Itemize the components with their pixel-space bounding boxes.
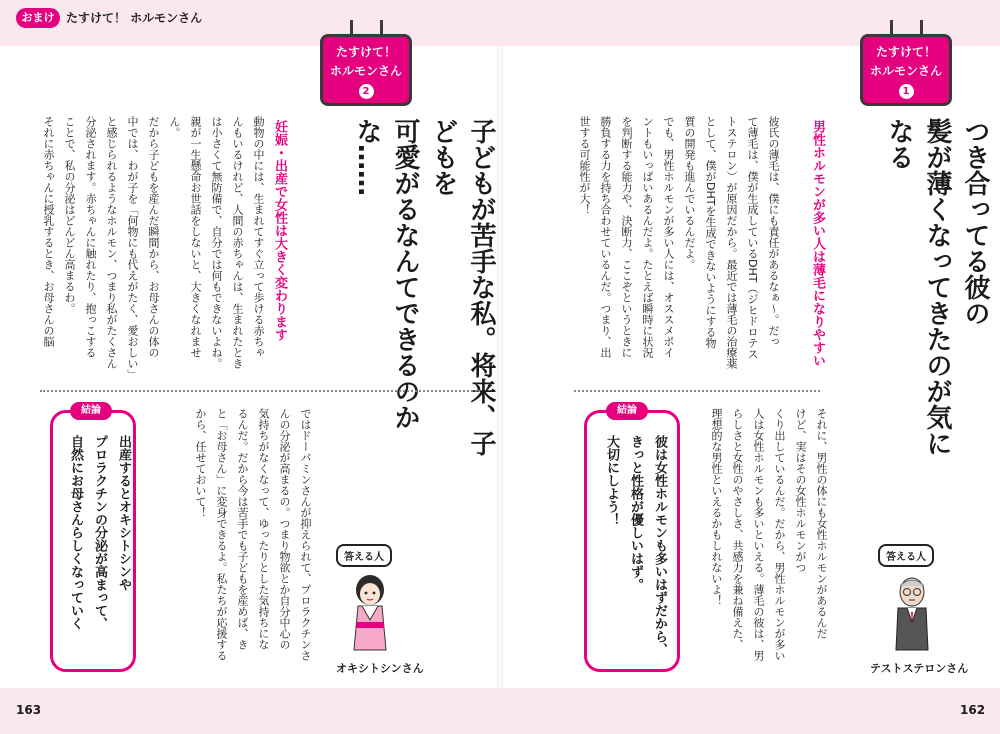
body-line: だから子どもを産んだ瞬間から、お母さんの体の [147,116,160,358]
body-line: 親が一生懸命お世話をしないと、大きくなれません。 [168,116,202,358]
conclusion-text-right [599,435,671,661]
section-heading-right: 男性ホルモンが多い人は薄毛になりやすい [810,120,825,367]
body-line: ではドーパミンさんが抑えられて、プロラクチンさ [299,408,312,661]
signboard-line2: ホルモンさん [329,64,402,78]
body-line: 動物の中には、生まれてすぐ立って歩ける赤ちゃ [252,116,265,358]
body-line: から、任せておいて！ [194,408,207,518]
conclusion-text-left [63,435,135,661]
answerer-badge-left: 答える人 [336,544,392,567]
body-line: けど、実はその女性ホルモンがつ [794,408,807,573]
body-line: 人は女性ホルモンも多いといえる。薄毛の彼は、男 [752,408,765,661]
question-line-2: 可愛がるなんてできるのかな…… [352,118,420,430]
body-line: それに、男性の体にも女性ホルモンがあるんだ [815,408,828,639]
hormone-signboard-2 [320,34,412,106]
body-line: と「お母さん」に変身できるよ。私たちが応援する [215,408,228,661]
hormone-signboard-1 [860,34,952,106]
body-line: を判断する能力や、決断力、ここぞというときに [620,116,633,358]
body-line: らしさと女性のやさしさ、共感力を兼ね備えた、 [731,408,744,650]
answerer-badge-right: 答える人 [878,544,934,567]
signboard-number: 1 [899,84,914,99]
section-divider-right [574,390,820,392]
answerer-name-left: オキシトシンさん [336,662,424,675]
question-title-left [348,118,500,478]
conclusion-box-left [50,410,136,672]
signboard-line2: ホルモンさん [869,64,942,78]
signboard-number: 2 [359,84,374,99]
body-line: でも、男性ホルモンが多い人には、オススメポイ [662,116,675,358]
answerer-name-right: テストステロンさん [870,662,969,675]
body-line: 世する可能性が大！ [578,116,591,215]
body-text-left [38,116,269,378]
conclusion-line: 彼は女性ホルモンも多いはずだから、 [652,435,667,656]
body-text-left-lower [190,408,316,670]
signboard-line1: たすけて！ [875,45,936,59]
section-divider-left [40,390,480,392]
page-number-right: 162 [960,703,986,717]
body-line: ントもいっぱいあるんだよ。たとえば瞬時に状況 [641,116,654,358]
question-title-right [880,118,994,478]
body-line: るんだ。だから今は苦手でも子どもを産めば、き [236,408,249,650]
omake-badge: おまけ [16,8,60,28]
body-line: 勝負する力を持ち合わせているんだ。つまり、出 [599,116,612,358]
section-heading-left: 妊娠・出産で女性は大きく変わります [272,120,287,341]
body-line: それに赤ちゃんに授乳するとき、お母さんの脳 [42,116,55,347]
body-line: 分泌されます。赤ちゃんに触れたり、抱っこする [84,116,97,358]
body-line: んの分泌が高まるの。つまり物欲とか自分中心の [278,408,291,650]
body-line: は小さくて無防備で、自分では何もできないよね。 [210,116,223,369]
body-line: と感じられるようなホルモン、つまり私がたくさん [105,116,118,369]
question-line-1: つき合ってる彼の [960,118,990,326]
body-line: ことで、私の分泌はどんどん高まるわ。 [63,116,76,314]
page-number-left: 163 [16,703,42,717]
oxytocin-character-illustration [340,572,400,654]
body-line: として、僕がDHTを生成できないようにする物 [704,116,717,349]
conclusion-line: 出産するとオキシトシンや [116,435,131,591]
body-line: くり出しているんだ。だから、男性ホルモンが多い [773,408,786,661]
conclusion-line: きっと性格が優しいはず。 [628,435,643,591]
header-title: たすけて！ ホルモンさん [66,11,203,25]
question-line-2: 髪が薄くなってきたのが気になる [884,118,952,456]
body-line: んもいるけれど、人間の赤ちゃんは、生まれたとき [231,116,244,369]
signboard-line1: たすけて！ [335,45,396,59]
footer-band [0,688,1000,734]
conclusion-line: プロラクチンの分泌が高まって、 [92,435,107,630]
conclusion-box-right [584,410,680,672]
conclusion-label-right: 結論 [606,402,648,420]
body-line: 彼氏の薄毛は、僕にも責任があるなぁ～。だっ [767,116,780,347]
body-line: 質の開発も進んでいるんだよ。 [683,116,696,270]
body-line: 中では、わが子を「何物にも代えがたく、愛おしい」 [126,116,139,380]
question-line-1: 子どもが苦手な私。将来、子どもを [428,118,496,456]
body-text-right [574,116,784,378]
conclusion-label-left: 結論 [70,402,112,420]
body-line: て薄毛は、僕が生成しているDHT（ジヒドロテス [746,116,759,360]
body-line: トステロン）が原因だから。最近では薄毛の治療薬 [725,116,738,369]
body-line: 理想的な男性といえるかもしれないよ！ [710,408,723,606]
body-line: 気持ちがなくなって、ゆったりとした気持ちにな [257,408,270,650]
conclusion-line: 大切にしよう！ [604,435,619,526]
testosterone-character-illustration [882,572,942,654]
conclusion-line: 自然にお母さんらしくなっていく [68,435,83,630]
body-text-right-lower [706,408,832,670]
